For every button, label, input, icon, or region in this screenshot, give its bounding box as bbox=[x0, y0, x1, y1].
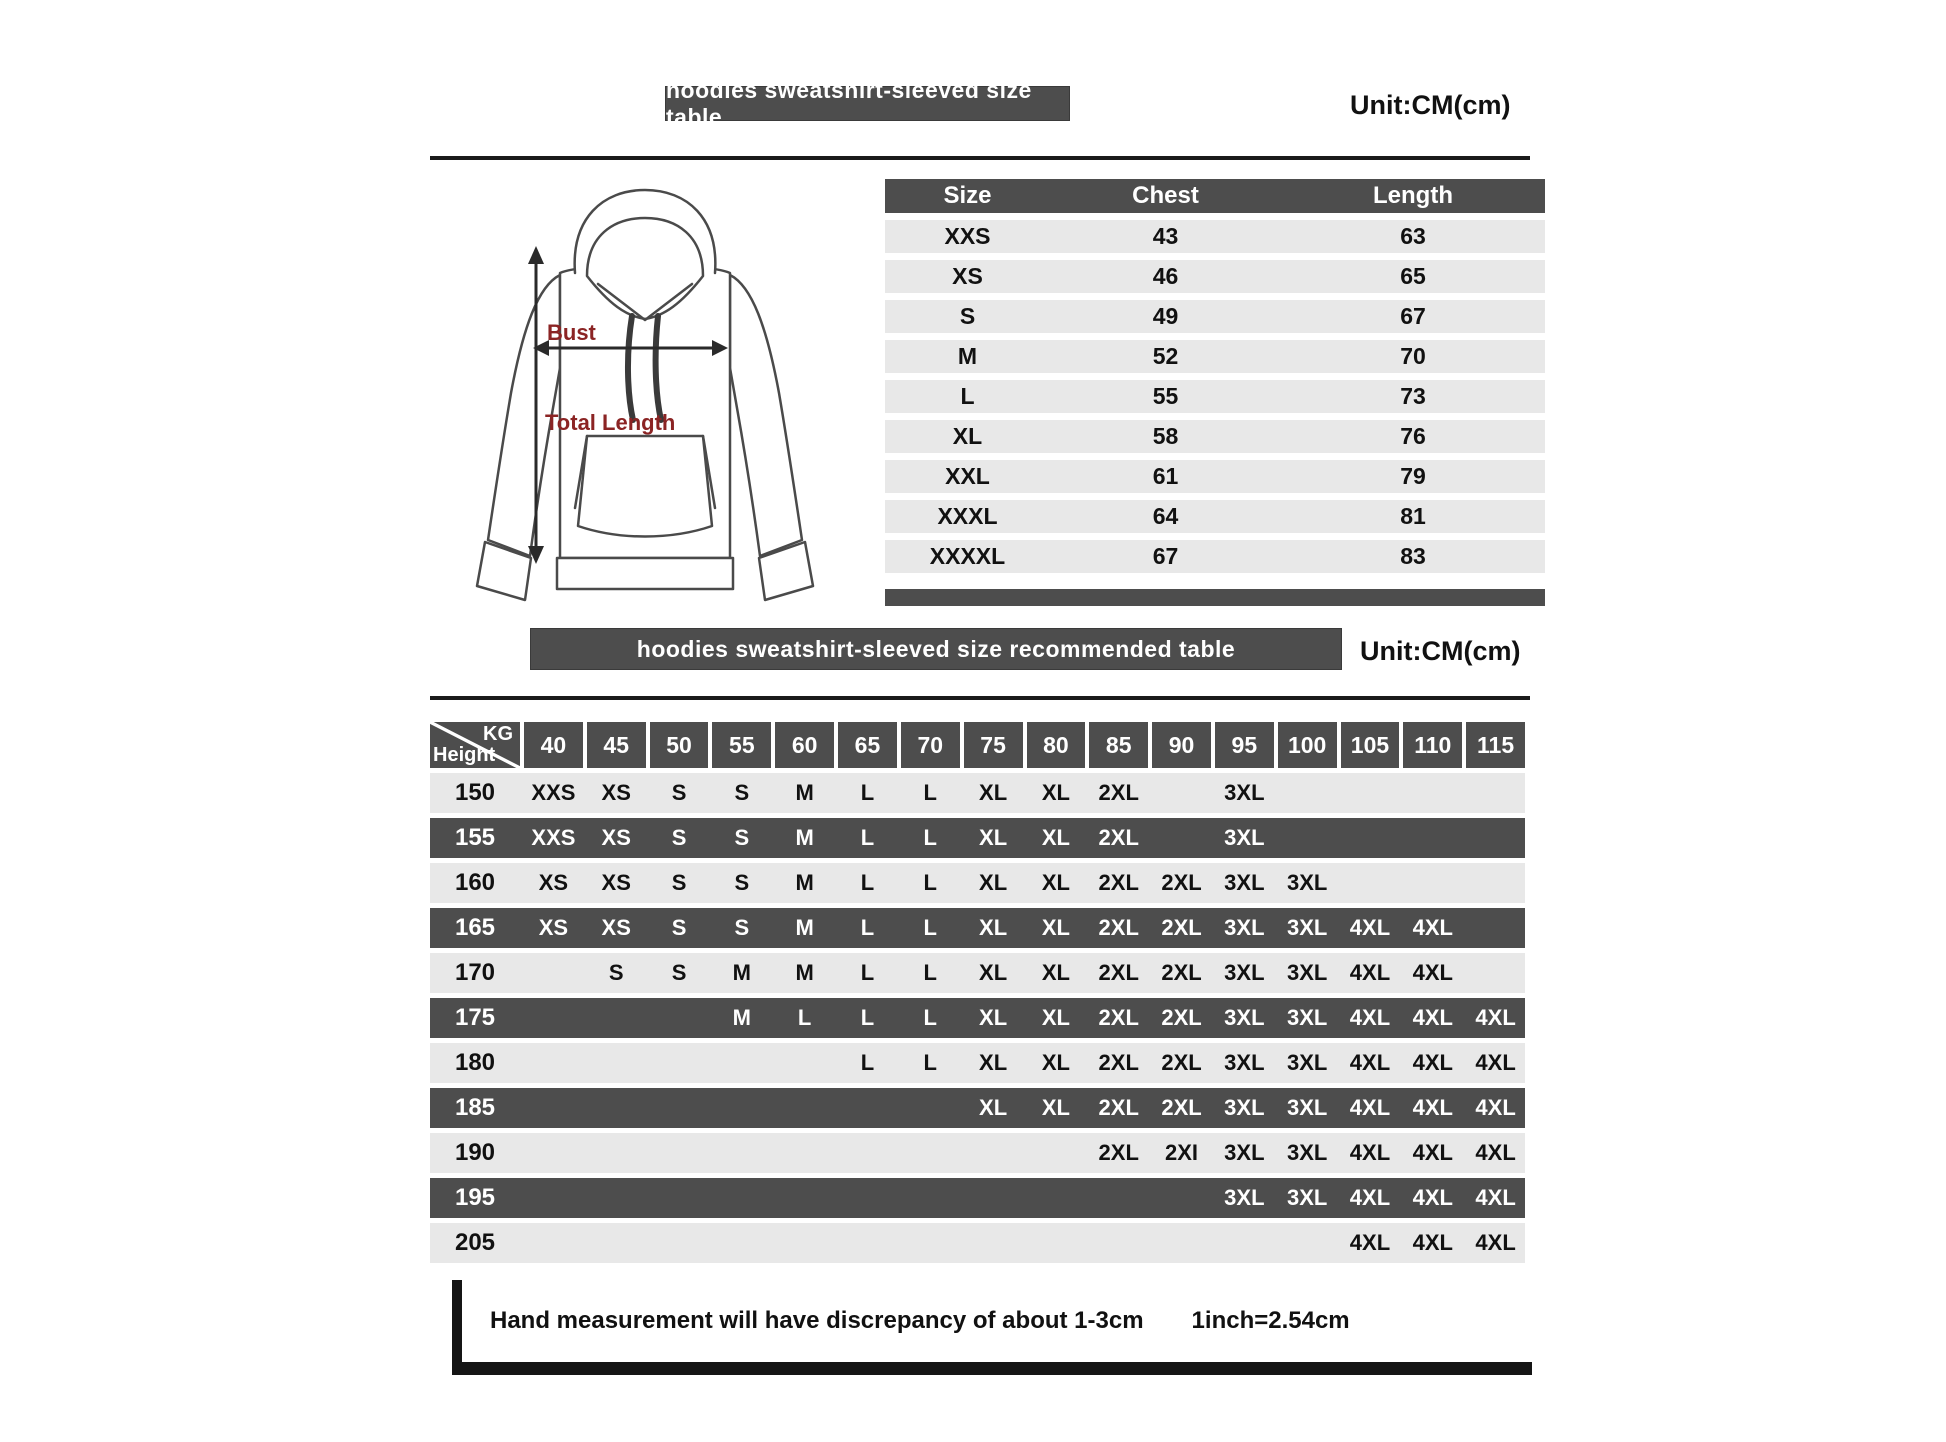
recommended-size-cell: XXS bbox=[531, 825, 576, 850]
recommended-size-cell: 4XL bbox=[1475, 1185, 1516, 1210]
recommended-size-cell: XL bbox=[979, 1005, 1008, 1030]
size-table-unit: Unit:CM(cm) bbox=[1350, 90, 1511, 120]
size-table-row bbox=[885, 340, 1545, 373]
length-cell: 65 bbox=[1281, 260, 1545, 293]
weight-column-header: 75 bbox=[964, 722, 1023, 768]
weight-column-header: 115 bbox=[1466, 722, 1525, 768]
recommended-size-cell: L bbox=[923, 1005, 937, 1030]
length-cell: 63 bbox=[1281, 220, 1545, 253]
weight-column-header: 65 bbox=[838, 722, 897, 768]
recommended-table-row bbox=[430, 953, 1525, 993]
recommended-table-row bbox=[430, 863, 1525, 903]
recommended-size-cell: XL bbox=[979, 825, 1008, 850]
recommended-size-cell: L bbox=[923, 825, 937, 850]
size-cell: M bbox=[885, 340, 1050, 373]
size-table-body bbox=[885, 220, 1545, 573]
corner-kg-label: KG bbox=[483, 723, 513, 745]
recommended-size-cell: S bbox=[734, 780, 750, 805]
recommended-size-cell: 4XL bbox=[1412, 1050, 1453, 1075]
height-row-label: 195 bbox=[454, 1184, 496, 1211]
weight-column-header: 50 bbox=[650, 722, 709, 768]
recommended-table-rows bbox=[430, 773, 1525, 1263]
size-table-row bbox=[885, 260, 1545, 293]
recommended-size-cell: 4XL bbox=[1349, 1095, 1391, 1120]
recommended-size-cell: 3XL bbox=[1286, 1185, 1328, 1210]
recommended-size-cell: L bbox=[860, 870, 875, 895]
recommended-size-cell: 2XL bbox=[1098, 825, 1139, 850]
recommended-table-row bbox=[430, 1088, 1525, 1128]
recommended-size-cell: 4XL bbox=[1412, 1185, 1453, 1210]
height-row-label: 190 bbox=[454, 1139, 496, 1166]
recommended-size-cell: 2XL bbox=[1098, 870, 1139, 895]
size-table-row bbox=[885, 420, 1545, 453]
recommended-size-cell: 3XL bbox=[1224, 1185, 1265, 1210]
recommended-size-cell: 3XL bbox=[1286, 960, 1328, 985]
recommended-size-cell: 4XL bbox=[1349, 1005, 1391, 1030]
recommended-size-cell: XL bbox=[1041, 1050, 1070, 1075]
measurement-note: Hand measurement will have discrepancy of about 1-3cm bbox=[490, 1307, 1144, 1334]
corner-header-cell bbox=[430, 722, 520, 768]
chest-cell: 52 bbox=[1050, 340, 1281, 373]
recommended-size-cell: 3XL bbox=[1224, 1140, 1265, 1165]
recommended-size-cell: S bbox=[734, 825, 750, 850]
hoodie-measurement-diagram bbox=[435, 168, 855, 620]
footer-note-box bbox=[452, 1280, 1532, 1375]
recommended-size-cell: XL bbox=[979, 1050, 1008, 1075]
weight-column-header: 90 bbox=[1152, 722, 1211, 768]
recommended-size-cell: 3XL bbox=[1286, 1095, 1328, 1120]
size-table-header-row bbox=[885, 179, 1545, 213]
recommended-size-cell: XS bbox=[601, 825, 631, 850]
length-cell: 67 bbox=[1281, 300, 1545, 333]
recommended-size-cell: XL bbox=[1041, 1005, 1070, 1030]
recommended-size-cell: 4XL bbox=[1412, 1095, 1453, 1120]
recommended-table-title: hoodies sweatshirt-sleeved size recommended table bbox=[530, 628, 1342, 670]
chest-cell: 67 bbox=[1050, 540, 1281, 573]
recommended-size-cell: S bbox=[671, 780, 687, 805]
recommended-size-cell: 2XL bbox=[1098, 780, 1139, 805]
chest-cell: 46 bbox=[1050, 260, 1281, 293]
recommended-size-cell: XS bbox=[538, 870, 569, 895]
recommended-size-cell: L bbox=[923, 960, 937, 985]
size-table-row bbox=[885, 540, 1545, 573]
recommended-size-cell: L bbox=[860, 1050, 875, 1075]
recommended-size-cell: 2XL bbox=[1161, 915, 1202, 940]
recommended-table-row bbox=[430, 1223, 1525, 1263]
recommended-size-cell: 2XI bbox=[1165, 1140, 1199, 1165]
recommended-size-cell: XL bbox=[1041, 960, 1070, 985]
recommended-size-cell: XL bbox=[1041, 1095, 1070, 1120]
recommended-size-cell: 3XL bbox=[1224, 780, 1265, 805]
recommended-table-row bbox=[430, 908, 1525, 948]
height-row-label: 170 bbox=[454, 959, 496, 986]
recommended-size-cell: XL bbox=[979, 780, 1008, 805]
height-row-label: 175 bbox=[454, 1004, 496, 1031]
recommended-table-row bbox=[430, 1133, 1525, 1173]
recommended-size-cell: XS bbox=[601, 780, 631, 805]
recommended-size-cell: 3XL bbox=[1224, 870, 1265, 895]
recommended-size-cell: S bbox=[671, 915, 687, 940]
total-length-label: Total Length bbox=[545, 410, 676, 435]
size-table-row bbox=[885, 300, 1545, 333]
weight-column-header: 55 bbox=[712, 722, 771, 768]
size-cell: S bbox=[885, 300, 1050, 333]
weight-column-header: 95 bbox=[1215, 722, 1274, 768]
chest-cell: 43 bbox=[1050, 220, 1281, 253]
weight-column-header: 60 bbox=[775, 722, 834, 768]
size-table-bottom-bar bbox=[885, 589, 1545, 606]
recommended-size-cell: M bbox=[795, 780, 814, 805]
length-cell: 76 bbox=[1281, 420, 1545, 453]
recommended-size-cell: 3XL bbox=[1224, 960, 1265, 985]
length-cell: 83 bbox=[1281, 540, 1545, 573]
length-cell: 79 bbox=[1281, 460, 1545, 493]
length-cell: 81 bbox=[1281, 500, 1545, 533]
height-row-label: 165 bbox=[454, 914, 496, 941]
recommended-size-cell: L bbox=[923, 915, 937, 940]
divider-line bbox=[430, 156, 1530, 160]
size-cell: XXS bbox=[885, 220, 1050, 253]
column-header-length: Length bbox=[1281, 179, 1545, 213]
recommended-size-cell: 2XL bbox=[1098, 1050, 1139, 1075]
chest-cell: 49 bbox=[1050, 300, 1281, 333]
recommended-table-header bbox=[430, 722, 1525, 768]
chest-cell: 64 bbox=[1050, 500, 1281, 533]
recommended-size-cell: S bbox=[671, 960, 687, 985]
size-cell: XL bbox=[885, 420, 1050, 453]
recommended-size-cell: XL bbox=[1041, 915, 1070, 940]
bust-label: Bust bbox=[547, 320, 596, 345]
recommended-size-cell: 4XL bbox=[1475, 1095, 1516, 1120]
recommended-size-cell: 2XL bbox=[1098, 915, 1139, 940]
recommended-size-cell: 4XL bbox=[1412, 1005, 1453, 1030]
recommended-table-row bbox=[430, 1178, 1525, 1218]
recommended-size-cell: 2XL bbox=[1161, 1095, 1202, 1120]
recommended-size-cell: XXS bbox=[531, 780, 576, 805]
recommended-size-cell: L bbox=[923, 780, 937, 805]
height-row-label: 185 bbox=[454, 1094, 496, 1121]
height-row-label: 155 bbox=[454, 824, 496, 851]
recommended-size-cell: 3XL bbox=[1286, 915, 1328, 940]
height-row-label: 205 bbox=[454, 1229, 496, 1256]
recommended-size-cell: 3XL bbox=[1224, 1050, 1265, 1075]
size-cell: XXXXL bbox=[885, 540, 1050, 573]
height-row-label: 180 bbox=[454, 1049, 496, 1076]
recommended-size-cell: 4XL bbox=[1412, 960, 1453, 985]
recommended-size-cell: 4XL bbox=[1349, 1140, 1391, 1165]
recommended-size-cell: 3XL bbox=[1224, 1095, 1265, 1120]
size-table-row bbox=[885, 460, 1545, 493]
height-row-label: 160 bbox=[454, 869, 496, 896]
recommended-size-cell: 3XL bbox=[1224, 1005, 1265, 1030]
recommended-size-cell: L bbox=[860, 960, 875, 985]
recommended-size-cell: XS bbox=[538, 915, 569, 940]
recommended-size-cell: XL bbox=[979, 915, 1008, 940]
inch-conversion-note: 1inch=2.54cm bbox=[1191, 1307, 1350, 1334]
size-cell: XXL bbox=[885, 460, 1050, 493]
recommended-size-cell: 2XL bbox=[1161, 1005, 1202, 1030]
size-cell: XS bbox=[885, 260, 1050, 293]
recommended-size-cell: L bbox=[860, 780, 875, 805]
recommended-size-cell: XL bbox=[1041, 780, 1070, 805]
recommended-size-cell: 4XL bbox=[1412, 1140, 1453, 1165]
column-header-chest: Chest bbox=[1050, 179, 1281, 213]
recommended-size-cell: M bbox=[795, 870, 814, 895]
size-cell: XXXL bbox=[885, 500, 1050, 533]
recommended-size-cell: 2XL bbox=[1161, 960, 1202, 985]
recommended-size-cell: 4XL bbox=[1349, 1230, 1391, 1255]
recommended-size-cell: 2XL bbox=[1161, 870, 1202, 895]
recommended-size-cell: S bbox=[608, 960, 624, 985]
size-cell: L bbox=[885, 380, 1050, 413]
recommended-table-row bbox=[430, 818, 1525, 858]
weight-column-header: 100 bbox=[1278, 722, 1337, 768]
recommended-table-unit: Unit:CM(cm) bbox=[1360, 636, 1521, 666]
recommended-size-cell: S bbox=[671, 870, 687, 895]
recommended-size-cell: 4XL bbox=[1475, 1005, 1516, 1030]
recommended-size-cell: 2XL bbox=[1098, 1140, 1139, 1165]
recommended-size-cell: 4XL bbox=[1412, 1230, 1453, 1255]
height-row-label: 150 bbox=[454, 779, 496, 806]
chest-cell: 61 bbox=[1050, 460, 1281, 493]
hoodie-pocket bbox=[578, 436, 712, 537]
size-table-row bbox=[885, 220, 1545, 253]
recommended-size-cell: XL bbox=[979, 960, 1008, 985]
size-table bbox=[885, 172, 1545, 580]
recommended-size-cell: XS bbox=[601, 870, 631, 895]
hoodie-hem-band bbox=[557, 558, 733, 589]
recommended-size-cell: S bbox=[671, 825, 687, 850]
recommended-size-cell: 3XL bbox=[1286, 1005, 1328, 1030]
recommended-size-cell: 4XL bbox=[1349, 1050, 1391, 1075]
weight-column-header: 80 bbox=[1027, 722, 1086, 768]
recommended-size-cell: M bbox=[795, 915, 814, 940]
recommended-size-cell: 4XL bbox=[1475, 1230, 1516, 1255]
recommended-table-row bbox=[430, 998, 1525, 1038]
recommended-size-cell: 4XL bbox=[1412, 915, 1453, 940]
recommended-size-cell: L bbox=[797, 1005, 812, 1030]
recommended-table-row bbox=[430, 773, 1525, 813]
recommended-size-cell: L bbox=[923, 1050, 937, 1075]
size-table-row bbox=[885, 500, 1545, 533]
recommended-size-cell: 3XL bbox=[1286, 1050, 1328, 1075]
recommended-size-cell: XS bbox=[601, 915, 631, 940]
recommended-size-cell: 2XL bbox=[1098, 1005, 1139, 1030]
recommended-size-cell: 4XL bbox=[1475, 1050, 1516, 1075]
chest-cell: 58 bbox=[1050, 420, 1281, 453]
weight-column-header: 45 bbox=[587, 722, 646, 768]
recommended-size-cell: XL bbox=[1041, 870, 1070, 895]
column-header-size: Size bbox=[885, 179, 1050, 213]
size-table-row bbox=[885, 380, 1545, 413]
recommended-size-cell: S bbox=[734, 915, 750, 940]
divider-line bbox=[430, 696, 1530, 700]
recommended-size-cell: L bbox=[860, 1005, 875, 1030]
weight-column-header: 110 bbox=[1403, 722, 1462, 768]
weight-column-header: 40 bbox=[524, 722, 583, 768]
recommended-size-cell: 4XL bbox=[1349, 960, 1391, 985]
corner-height-label: Height bbox=[433, 744, 496, 766]
recommended-size-cell: L bbox=[923, 870, 937, 895]
recommended-size-cell: L bbox=[860, 825, 875, 850]
recommended-size-cell: M bbox=[795, 960, 814, 985]
recommended-size-cell: 3XL bbox=[1224, 915, 1265, 940]
recommended-size-cell: XL bbox=[1041, 825, 1070, 850]
length-cell: 70 bbox=[1281, 340, 1545, 373]
chest-cell: 55 bbox=[1050, 380, 1281, 413]
recommended-size-cell: 4XL bbox=[1349, 1185, 1391, 1210]
size-table-title: hoodies sweatshirt-sleeved size table bbox=[665, 86, 1070, 121]
recommended-size-cell: 3XL bbox=[1224, 825, 1265, 850]
recommended-size-cell: 2XL bbox=[1098, 960, 1139, 985]
recommended-size-cell: 4XL bbox=[1475, 1140, 1516, 1165]
recommended-table-row bbox=[430, 1043, 1525, 1083]
recommended-size-cell: L bbox=[860, 915, 875, 940]
recommended-size-cell: 4XL bbox=[1349, 915, 1391, 940]
recommended-size-cell: M bbox=[732, 1005, 751, 1030]
recommended-size-cell: 3XL bbox=[1286, 1140, 1328, 1165]
length-cell: 73 bbox=[1281, 380, 1545, 413]
recommended-size-cell: 3XL bbox=[1286, 870, 1328, 895]
recommended-size-cell: M bbox=[795, 825, 814, 850]
hoodie-right-sleeve bbox=[730, 275, 802, 556]
recommended-size-cell: S bbox=[734, 870, 750, 895]
recommended-table bbox=[430, 722, 1525, 1268]
recommended-size-cell: XL bbox=[979, 1095, 1008, 1120]
recommended-size-cell: 2XL bbox=[1098, 1095, 1139, 1120]
arrowhead-up bbox=[528, 246, 544, 264]
recommended-size-cell: 2XL bbox=[1161, 1050, 1202, 1075]
recommended-size-cell: XL bbox=[979, 870, 1008, 895]
content-area bbox=[430, 0, 1545, 1442]
weight-column-header: 105 bbox=[1341, 722, 1400, 768]
recommended-size-cell: M bbox=[732, 960, 751, 985]
weight-column-header: 70 bbox=[901, 722, 960, 768]
weight-column-header: 85 bbox=[1089, 722, 1148, 768]
